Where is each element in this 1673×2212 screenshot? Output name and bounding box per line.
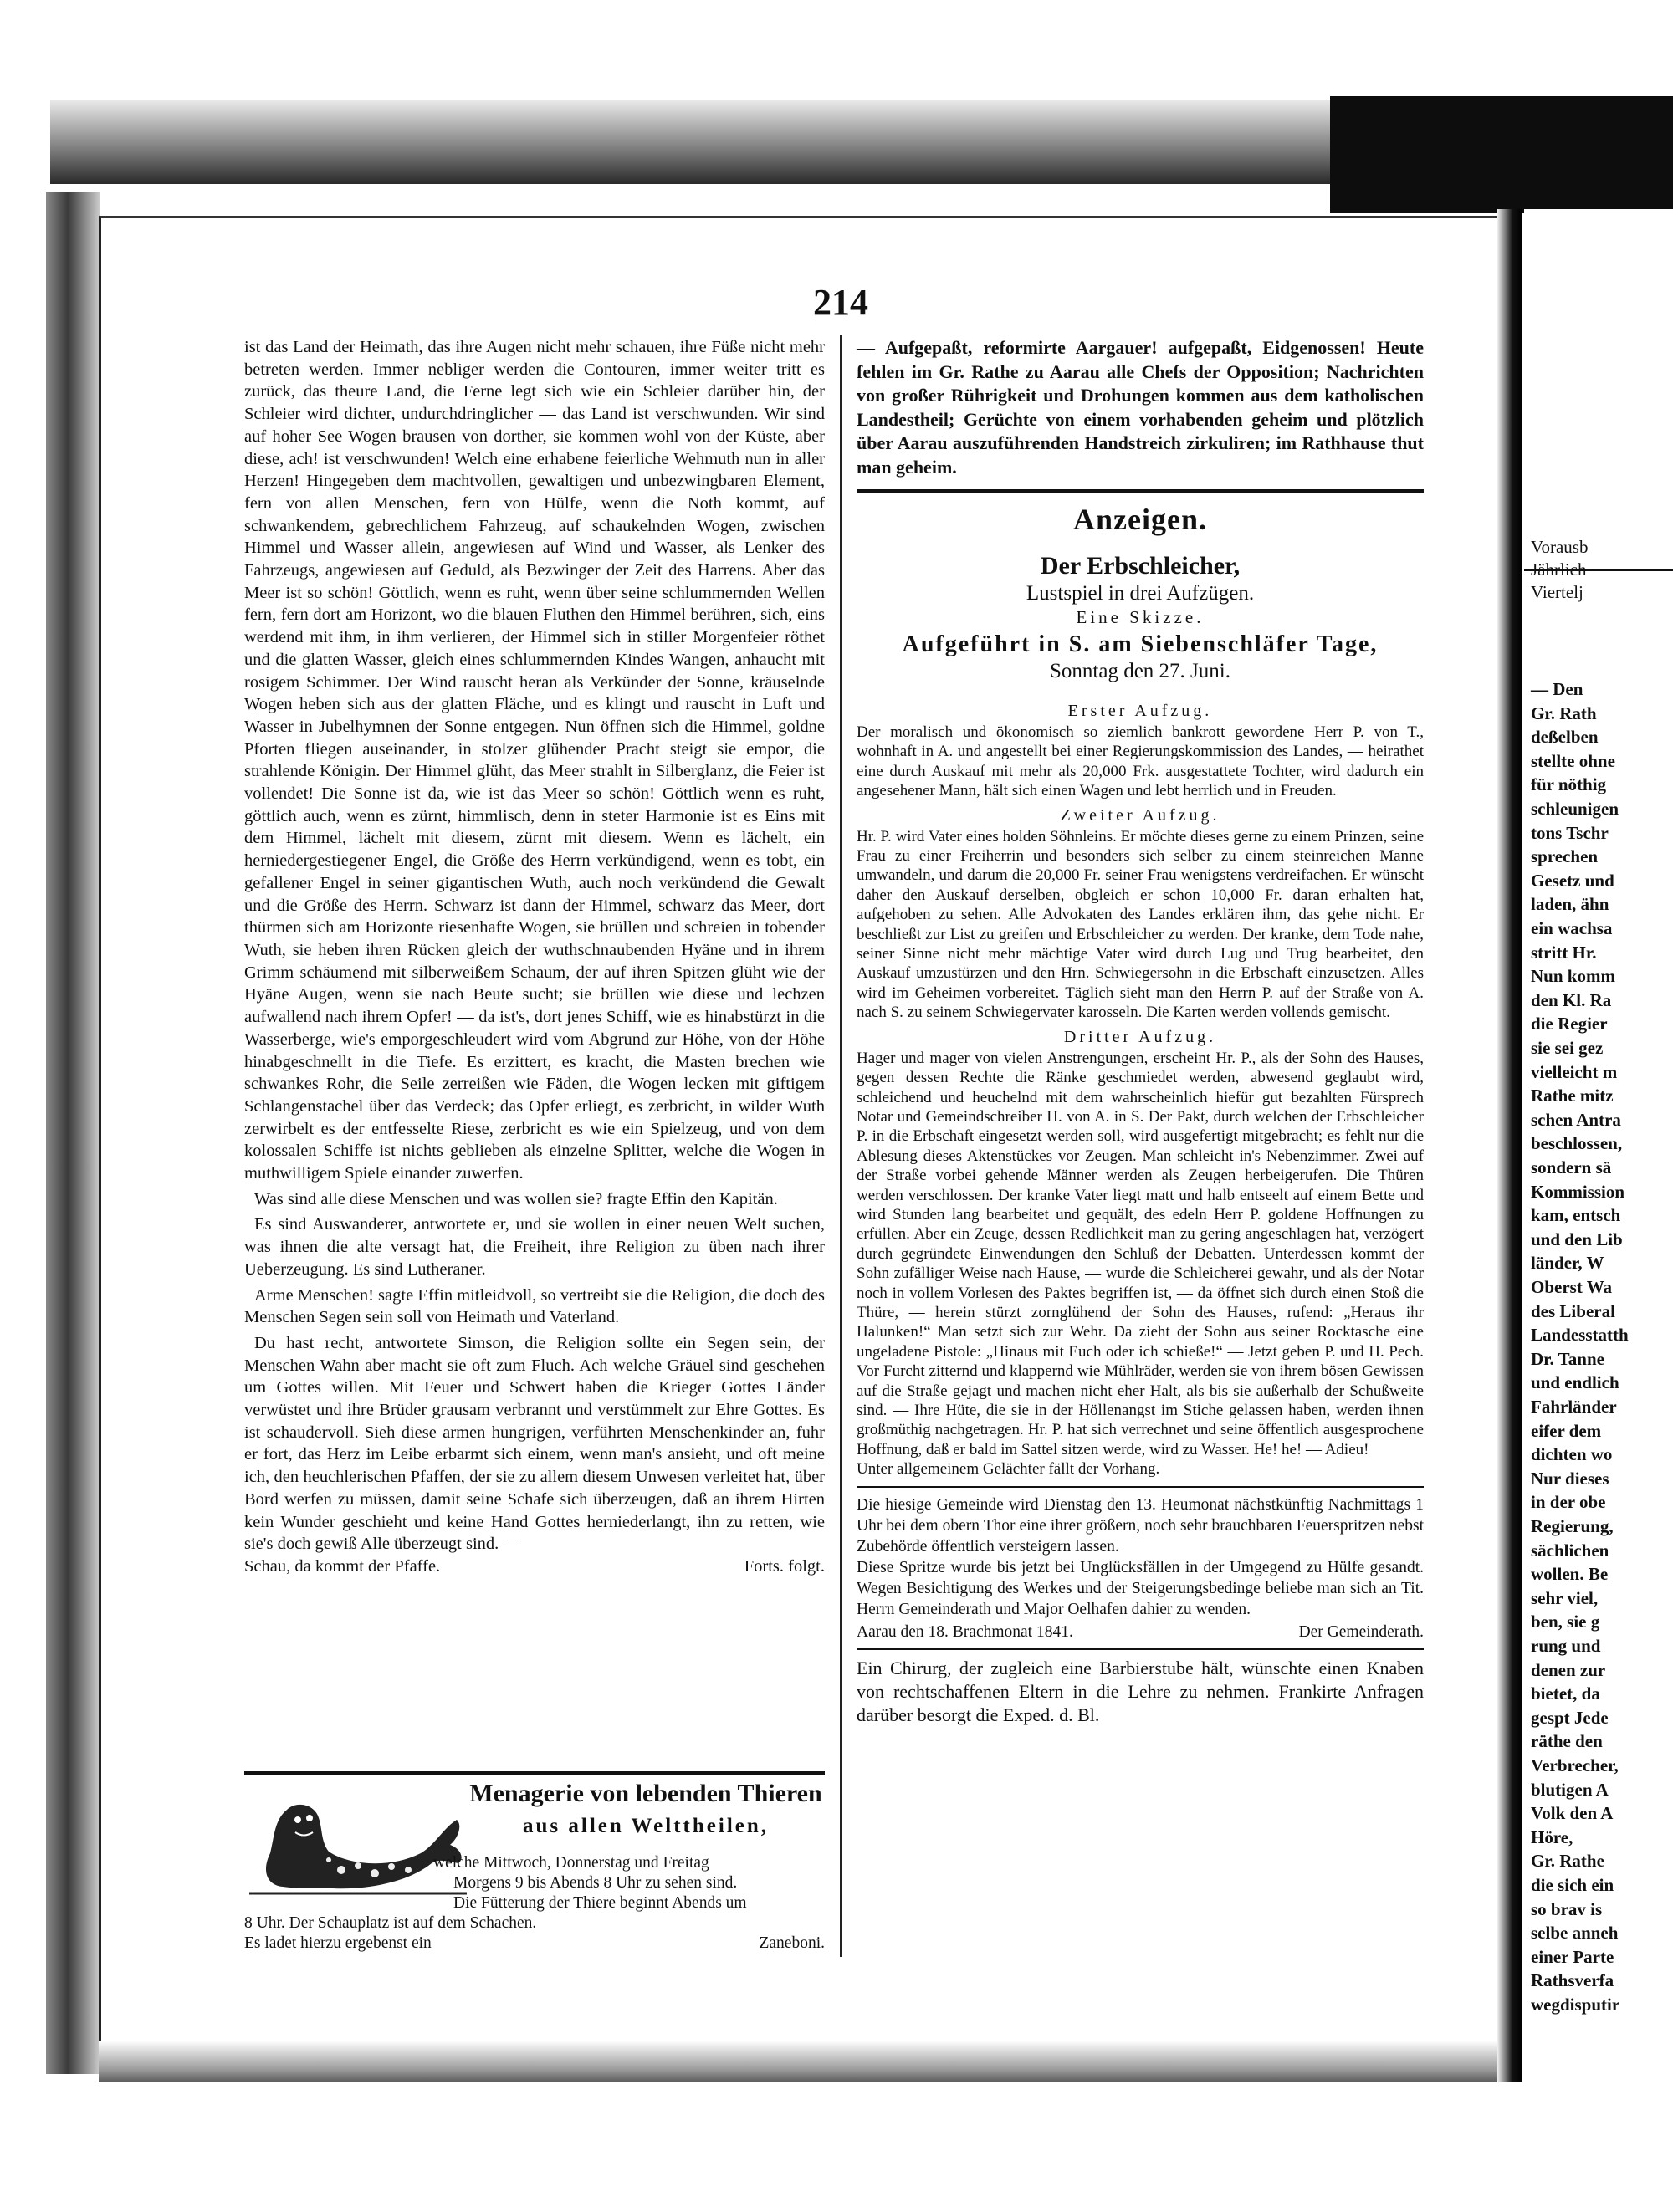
act-text: Hager und mager von vielen Anstrengungen, erscheint Hr. P., als der Sohn des Hauses, gegen dessen Rechte die Ränke geschmiedet werden, abwesend geglaubt wird, schleichend und heuchelnd mit dem wahrscheinlich hiefür gut bezahlten Fürsprech Notar und Gemeindschreiber H. von A. in S. Der Pakt, durch welchen der Erbschleicher P. in die Erbschaft eingesetzt werden soll, wird ausgefertigt mitgebracht; es fehlt nur die Ablesung dieses Aktenstückes vor Zeugen. Man schleicht in's Nebenzimmer. Zwei auf der Straße vorbei gehende Männer werden als Zeugen herbeigerufen. Die Thüren werden verschlossen. Der kranke Vater liegt matt und halb entseelt auf einem Bette und wird Stunden lang bearbeitet und gequält, des edeln Herr P. goldene Hoffnungen zu erfüllen. Aber ein Zeuge, dessen Redlichkeit man zu gering angeschlagen hat, verzögert durch gegründete Einwendungen den Schluß der Debatten. Unterdessen kommt der Sohn zufälliger Weise nach Hause, — wurde die Schleicherei gewahr, und als der Notar noch in vollem Vorlesen des Paktes begriffen ist, — da öffnet sich durch einen Stoß die Thüre, — herein stürzt zornglühend der Sohn des Hauses, rufend: „Heraus ihr Halunken!“ Man setzt sich zur Wehr. Da zieht der Sohn aus seiner Rocktasche eine ungeladene Pistole: „Hinaus mit Euch oder ich schieße!“ — Jetzt geben P. und H. Pech. Vor Furcht zitternd und klappernd wie Mühlräder, werden sie von ihrem bösen Gewissen auf die Straße gejagt und machen nicht eher Halt, als bis sie außerhalb der Schußweite sind. — Ihre Hüte, die sie in der Höllenangst im Stiche gelassen haben, werden ihnen großmüthig nachgetragen. Hr. P. hat sich verrechnet und seine öffentlich ausgesprochene Hoffnung, daß er bald im Sattel sitzen werde, wird zu Wasser. He! he! — Adieu! [857, 1049, 1424, 1458]
facing-page-text-fragment: einer Parte [1531, 1946, 1614, 1967]
left-column [244, 336, 825, 1578]
facing-page-text-fragment: vielleicht m [1531, 1061, 1618, 1082]
menagerie-line: 8 Uhr. Der Schauplatz ist auf dem Schachen. [244, 1914, 537, 1932]
facing-page-text-fragment: beschlossen, [1531, 1133, 1623, 1154]
facing-page-text-fragment: sprechen [1531, 846, 1599, 867]
menagerie-subtitle: aus allen Welttheilen, [522, 1815, 770, 1837]
facing-page-text-fragment: Dr. Tanne [1531, 1348, 1604, 1369]
facing-page-text-fragment: Kommission [1531, 1181, 1625, 1202]
facing-page-text-fragment: dichten wo [1531, 1444, 1613, 1465]
facing-page-text-fragment: und endlich [1531, 1372, 1619, 1393]
column-separator [840, 335, 842, 1957]
scan-shadow-top [50, 100, 1355, 184]
scan-shadow-bottom [99, 2041, 1497, 2082]
menagerie-line: Die Fütterung der Thiere beginnt Abends um [453, 1894, 747, 1912]
story-last-line: Schau, da kommt der Pfaffe. [244, 1556, 441, 1576]
play-finale: Unter allgemeinem Gelächter fällt der Vorhang. [857, 1460, 1160, 1479]
facing-page-text-fragment: deßelben [1531, 727, 1599, 748]
facing-page-text-fragment: Rathe mitz [1531, 1086, 1614, 1106]
facing-page-text-fragment: für nöthig [1531, 774, 1607, 795]
facing-page-text-fragment: wollen. Be [1531, 1564, 1609, 1585]
facing-page-text-fragment: bietet, da [1531, 1683, 1600, 1704]
section-rule [857, 1486, 1424, 1488]
facing-page-text-fragment: Vorausb [1531, 537, 1589, 557]
facing-page-text-fragment: rung und [1531, 1636, 1601, 1656]
story-paragraph: Es sind Auswanderer, antwortete er, und sie wollen in einer neuen Welt suchen, was ihnen die alte versagt hat, die Freiheit, ihre Religion zu üben nach ihrer Ueberzeugung. Es sind Lutheraner. [244, 1215, 825, 1279]
auction-notice: Die hiesige Gemeinde wird Dienstag den 13. Heumonat nächstkünftig Nachmittags 1 Uhr bei dem obern Thor eine ihrer größern, noch sehr brauchbaren Feuerspritzen nebst Zubehörde öffentlich versteigern lassen. [857, 1495, 1424, 1556]
facing-page-text-fragment: sehr viel, [1531, 1587, 1599, 1608]
facing-page-text-fragment: ein wachsa [1531, 918, 1613, 938]
facing-page-text-fragment: länder, W [1531, 1253, 1604, 1274]
facing-page-text-fragment: kam, entsch [1531, 1205, 1621, 1226]
facing-page-text-fragment: wegdisputir [1531, 1995, 1620, 2015]
menagerie-advertisement [244, 1778, 825, 1995]
facing-page-text-fragment: stellte ohne [1531, 750, 1615, 771]
menagerie-text [244, 1853, 825, 1954]
facing-page-text-fragment: Oberst Wa [1531, 1277, 1613, 1297]
page-number: 214 [813, 282, 868, 323]
facing-page-text-fragment: und den Lib [1531, 1229, 1623, 1249]
facing-page-text-fragment: eifer dem [1531, 1420, 1602, 1441]
notice-place-date: Aarau den 18. Brachmonat 1841. [857, 1622, 1073, 1641]
act-heading: Erster Aufzug. [1067, 702, 1213, 720]
facing-page-text-fragment: Rathsverfa [1531, 1970, 1614, 1991]
ad-rule [244, 1771, 825, 1775]
facing-page-text-fragment: Gr. Rathe [1531, 1851, 1604, 1872]
facing-page-text-fragment: den Kl. Ra [1531, 989, 1612, 1010]
story-ending [244, 1556, 825, 1578]
play-sketch: Eine Skizze. [1076, 607, 1205, 627]
facing-page-text-fragment: Höre, [1531, 1826, 1573, 1847]
ads-heading: Anzeigen. [1073, 503, 1207, 536]
scan-shadow-top-right [1330, 96, 1673, 213]
menagerie-line: Morgens 9 bis Abends 8 Uhr zu sehen sind. [453, 1874, 738, 1892]
facing-page-text-fragment: laden, ähn [1531, 894, 1609, 915]
right-column [857, 336, 1424, 1727]
facing-page-text-fragment: so brav is [1531, 1898, 1603, 1919]
facing-page-text-fragment: Volk den A [1531, 1803, 1614, 1824]
facing-page-text-fragment: Jährlich [1531, 559, 1587, 580]
facing-page-text-fragment: schleunigen [1531, 799, 1619, 819]
act-heading: Dritter Aufzug. [1063, 1027, 1217, 1046]
facing-page-text-fragment: die Regier [1531, 1014, 1608, 1034]
act-text: Der moralisch und ökonomisch so ziemlich bankrott gewordene Herr P. von T., wohnhaft in A. und angestellt bei einer Regierungskommission des Landes, — heirathet eine durch Auskauf mit mehr als 20,000 Frk. ausgestattete Tochter, wird dadurch ein angesehener Mann, hält sich einen Wagen und lebt herrlich und in Freuden. [857, 723, 1424, 800]
facing-page-text-fragment: sächlichen [1531, 1540, 1609, 1561]
story-paragraph: Was sind alle diese Menschen und was wollen sie? fragte Effin den Kapitän. [254, 1189, 778, 1208]
facing-page-text-fragment: — Den [1531, 679, 1583, 699]
facing-page-text-fragment: ben, sie g [1531, 1612, 1600, 1632]
facing-page-text-fragment: Regierung, [1531, 1516, 1614, 1536]
facing-page-text-fragment: schen Antra [1531, 1109, 1621, 1130]
section-rule [857, 1648, 1424, 1650]
play-subtitle: Lustspiel in drei Aufzügen. [1026, 582, 1255, 605]
facing-page-text-fragment: Fahrländer [1531, 1397, 1617, 1417]
facing-page-text-fragment: räthe den [1531, 1731, 1603, 1752]
story-paragraph: ist das Land der Heimath, das ihre Augen nicht mehr schauen, ihre Füße nicht mehr betreten werden. Immer nebliger werden die Contouren, immer weiter tritt es zurück, das theure Land, die Ferne legt sich wie ein Schleier darüber hin, der Schleier wird dichter, undurchdringlicher — das Land ist verschwunden. Wir sind auf hoher See Wogen brausen von dorther, sie kommen wohl von der Küste, aber diese, ach! ist verschwunden! Welch eine erhabene feierliche Wehmuth nun in aller Herzen! Hingegeben dem machtvollen, gewaltigen und unbezwingbaren Element, fern von allen Menschen, fern von Hülfe, wenn die Noth kommt, auf schwankendem, gebrechlichem Fahrzeug, auf schaukelnden Wogen, zwischen Himmel und Wasser allein, angewiesen auf Wind und Wasser, als Lenker des Fahrzeugs, angewiesen auf Geduld, als Bezwinger der Zeit des Harrens. Aber das Meer ist so schön! Göttlich, wenn es ruht, wenn über seine schlummernden Wellen fern, fern dort am Horizont, wo die blauen Fluthen den Himmel berühren, sich, eins werdend mit ihm, in ihm verlieren, der Himmel sich in stiller Morgenfeier röthet und die glatten Wasser, gleich eines schlummernden Kindes Wangen, anhaucht mit rosigem Schimmer. Der Wind rauscht heran als Verkünder der Sonne, kräuselnde Wogen heben sich aus der glatten Fläche, und es klingt und rauscht in Luft und Wasser in Jubelhymnen der Sonne entgegen. Nun öffnen sich die Himmel, goldne Pforten fliegen auseinander, in stolzer glühender Pracht steigt sie empor, die strahlende Königin. Der Himmel glüht, das Meer strahlt in Silberglanz, die Feier ist vollendet! Die Sonne ist da, wie ist das Meer so schön! Göttlich wenn es ruht, göttlich auch, wenn es zürnt, himmlisch, denn in steter Harmonie ist es Eins mit dem Himmel, lächelt mit diesem, zürnt mit diesem. Wenn es lächelt, ein herniedergestiegener Engel, die Größe des Herrn verkündigend, wenn es tobt, ein gefallener Engel in seiner gigantischen Wuth, auch noch verkündend die Gewalt und die Größe des Herrn. Schwarz ist dann der Himmel, schwarz das Meer, dort thürmen sich am Horizonte riesenhafte Wogen, sie brüllen und schreien in tobender Wuth, sie heben ihren Rücken gleich der wuthschnaubenden Hyäne und in ihrem Grimm schäumend mit silberweißem Schaum, der auf ihren Spitzen glüht wie der Hyäne Augen, wenn sie nach Beute sucht; sie brüllen wie diese und lechzen aufwallend nach ihrem Opfer! — da ist's, dort jenes Schiff, wie es hinabstürzt in die Wasserberge, wie's emporgeschleudert wird vom Abgrund zur Höhe, von der Höhe hinabgeschnellt in die Tiefe. Es erzittert, es kracht, die Masten brechen wie schwankes Rohr, die Seile zerreißen wie Fäden, die Wogen lecken mit giftigem Schlangenstachel über das Verdeck; das Opfer erliegt, es zerbricht, in wilder Wuth zerwirbelt es der entfesselte Riese, zerbricht es wie ein Spielzeug, und von dem kolossalen Schiffe ist nichts geblieben als einzelne Splitter, welche die Wogen in muthwilligem Spiele einander zuwerfen. [244, 338, 825, 1183]
play-performed: Aufgeführt in S. am Siebenschläfer Tage, [902, 631, 1379, 657]
notice-signature-row [857, 1623, 1424, 1642]
facing-page-text-fragment: gespt Jede [1531, 1707, 1609, 1728]
facing-page-text-fragment: Landesstatth [1531, 1325, 1629, 1346]
menagerie-line: Es ladet hierzu ergebenst ein [244, 1934, 432, 1952]
play-title: Der Erbschleicher, [1040, 552, 1241, 580]
facing-page-text-fragment: des Liberal [1531, 1300, 1615, 1321]
facing-page-text-fragment: in der obe [1531, 1492, 1606, 1513]
political-note: — Aufgepaßt, reformirte Aargauer! aufgepaßt, Eidgenossen! Heute fehlen im Gr. Rathe zu Aarau alle Chefs der Opposition; Nachrichten von großer Rührigkeit und Drohungen kommen aus dem katholischen Landestheil; Gerüchte von einem vorhabenden geheim und plötzlich über Aarau auszuführenden Handstreich zirkuliren; im Rathhause thut man geheim. [857, 337, 1424, 478]
continued-note: Forts. folgt. [744, 1556, 825, 1576]
notice-signature: Der Gemeinderath. [1298, 1622, 1424, 1641]
book-left-edge [46, 192, 100, 2074]
book-gutter [1497, 209, 1522, 2082]
facing-page-text-fragment: tons Tschr [1531, 822, 1609, 843]
apprentice-ad: Ein Chirurg, der zugleich eine Barbierstube hält, wünschte einen Knaben von rechtschaffenen Eltern in die Lehre zu nehmen. Frankirte Anfragen darüber besorgt die Exped. d. Bl. [857, 1657, 1424, 1725]
menagerie-title: Menagerie von lebenden Thieren [469, 1780, 822, 1807]
story-paragraph: Du hast recht, antwortete Simson, die Religion sollte ein Segen sein, der Menschen Wahn aber macht sie oft zum Fluch. Ach welche Gräuel sind geschehen um Gottes willen. Mit Feuer und Schwert haben die Krieger Gottes Länder verwüstet und ihre Brüder grausam verbrannt und verstümmelt zur Ehre Gottes. Es ist schaudervoll. Sieh diese armen hungrigen, verführten Menschenkinder an, fuhr er fort, das Herz im Leibe erbarmt sich einem, wenn man's ansieht, und oft meine ich, den heuchlerischen Pfaffen, der sie zu allem diesem Unwesen verleitet hat, über Bord werfen zu müssen, damit seine Schafe sich überzeugen, daß an ihrem Hirten kein Wunder geschieht und keine Hand Gottes herniederlangt, ihn zu retten, wie sie's doch gewiß Alle überzeugt sind. — [244, 1333, 825, 1554]
section-rule [857, 489, 1424, 493]
menagerie-signature: Zaneboni. [759, 1934, 825, 1952]
menagerie-line: welche Mittwoch, Donnerstag und Freitag [433, 1854, 709, 1872]
facing-page-text-fragment: Verbrecher, [1531, 1755, 1619, 1775]
story-paragraph: Arme Menschen! sagte Effin mitleidvoll, so vertreibt sie die Religion, die doch des Menschen Segen sein soll von Heimath und Vaterland. [244, 1285, 825, 1327]
facing-page-text-fragment: die sich ein [1531, 1875, 1614, 1895]
facing-page-text-fragment: Gr. Rath [1531, 702, 1597, 723]
facing-page-text-fragment: Gesetz und [1531, 870, 1614, 891]
menagerie-signature-row [244, 1934, 825, 1954]
facing-page-text-fragment: sie sei gez [1531, 1038, 1604, 1058]
auction-notice: Diese Spritze wurde bis jetzt bei Unglücksfällen in der Umgegend zu Hülfe gesandt. Wegen Besichtigung des Werkes und der Steigerungsbedinge beliebe man sich an Tit. Herrn Gemeinderath und Major Oelhafen dahier zu wenden. [857, 1558, 1424, 1618]
act-text: Hr. P. wird Vater eines holden Söhnleins. Er möchte dieses gerne zu einem Prinzen, seine Frau zu einer Freiherrin und besonders sich selber zu einem steinreichen Manne umwandeln, und darum die 20,000 Fr. seiner Frau wenigstens verdreifachen. Er wünscht daher den Auskauf derselben, obgleich er schon 10,000 Fr. daran erhalten hat, aufgehoben zu sehen. Alle Advokaten des Landes erklären ihm, das gehe nicht. Er beschließt zur List zu greifen und Erbschleicher zu werden. Der kranke, dem Tode nahe, seiner Sinne nicht mehr mächtige Vater wird durch Lug und Trug bearbeitet, den Auskauf umzustürzen und den Hrn. Schwiegersohn in die Erbschaft einzusetzen. Alles wird im Geheimen vorbereitet. Täglich sieht man den Herrn P. auf der Straße von A. nach S. zu seinem Schwiegervater karosseln. Die Karten werden vollends gemischt. [857, 827, 1424, 1022]
facing-page-text-fragment: blutigen A [1531, 1779, 1609, 1800]
facing-page-text-fragment: selbe anneh [1531, 1923, 1619, 1944]
act-heading: Zweiter Aufzug. [1060, 805, 1220, 825]
facing-page-text-fragment: stritt Hr. [1531, 942, 1597, 963]
facing-page-text-fragment: denen zur [1531, 1659, 1606, 1680]
facing-page-text-fragment: sondern sä [1531, 1157, 1612, 1178]
play-date: Sonntag den 27. Juni. [1050, 660, 1230, 682]
facing-page-text-fragment: Viertelj [1531, 582, 1583, 602]
facing-page-text-fragment: Nun komm [1531, 966, 1615, 987]
facing-page-fragment [1524, 209, 1673, 2082]
facing-page-text-fragment: Nur dieses [1531, 1468, 1609, 1489]
